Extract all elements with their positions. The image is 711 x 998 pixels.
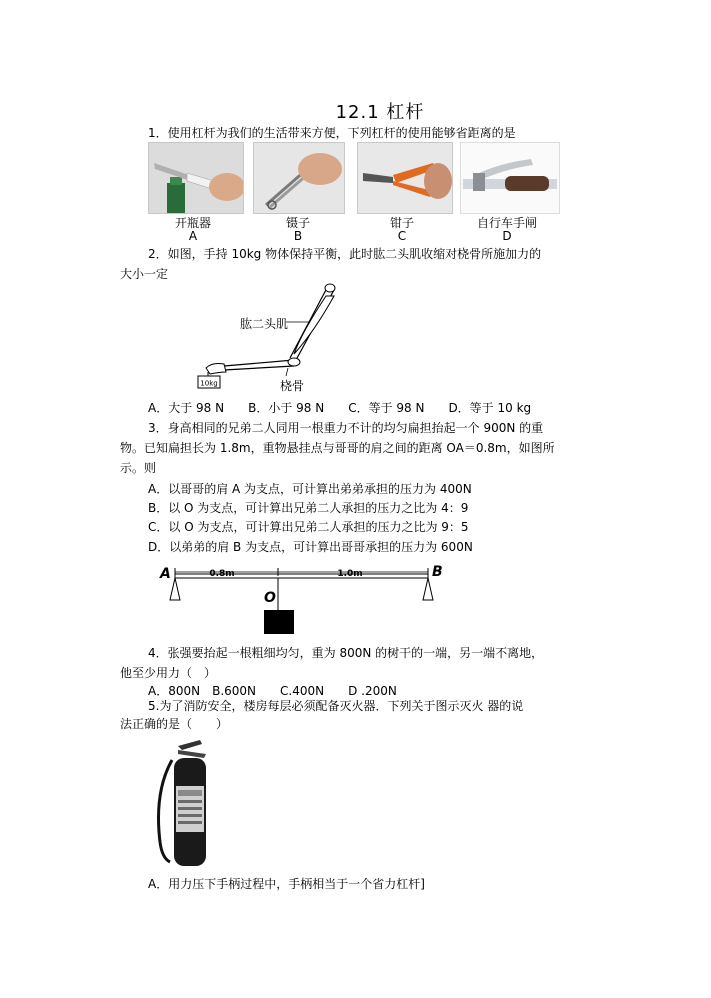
option-d-letter: D: [502, 229, 512, 243]
option-d-name: 自行车手闸: [476, 216, 537, 230]
q3-option-c: C．以 O 为支点，可计算出兄弟二人承担的压力之比为 9：5: [148, 520, 469, 534]
option-a-letter: A: [188, 229, 198, 243]
segment-oa-label: 0.8m: [209, 569, 235, 579]
pliers-image: [357, 142, 453, 214]
tweezers-image: [253, 142, 345, 214]
option-c-letter: C: [397, 229, 407, 243]
point-b-label: B: [432, 564, 443, 580]
point-o-label: O: [264, 590, 276, 606]
fire-extinguisher-image: [148, 732, 218, 870]
q3-stem-line2: 物。已知扁担长为 1.8m，重物悬挂点与哥哥的肩之间的距离 OA＝0.8m，如图所: [120, 441, 555, 455]
q5-stem-line1: 5.为了消防安全，楼房每层必须配备灭火器．下列关于图示灭火 器的说: [148, 699, 524, 713]
q4-stem-line2: 他至少用力（ ）: [120, 666, 217, 680]
q3-option-a: A．以哥哥的肩 A 为支点，可计算出弟弟承担的压力为 400N: [148, 482, 472, 496]
q4-stem-line1: 4．张强要抬起一根粗细均匀，重为 800N 的树干的一端，另一端不离地，: [148, 646, 544, 660]
q3-stem-line1: 3．身高相同的兄弟二人同用一根重力不计的均匀扁担抬起一个 900N 的重: [148, 421, 544, 435]
q5-option-a: A．用力压下手柄过程中，手柄相当于一个省力杠杆]: [148, 877, 425, 891]
option-a-name: 开瓶器: [174, 216, 211, 230]
option-b-name: 镊子: [285, 216, 310, 230]
page-title: 12.1 杠杆: [335, 102, 425, 123]
option-b-letter: B: [293, 229, 303, 243]
q2-options: A．大于 98 N B．小于 98 N C．等于 98 N D．等于 10 kg: [148, 401, 532, 415]
shoulder-pole-diagram: [150, 560, 450, 638]
arm-muscle-diagram: [190, 282, 350, 394]
q2-stem-line2: 大小一定: [120, 267, 169, 281]
point-a-label: A: [160, 566, 171, 582]
q2-stem-line1: 2．如图，手持 10kg 物体保持平衡，此时肱二头肌收缩对桡骨所施加力的: [148, 247, 542, 261]
q3-option-b: B．以 O 为支点，可计算出兄弟二人承担的压力之比为 4：9: [148, 501, 469, 515]
q3-stem-line3: 示。则: [120, 461, 157, 475]
bottle-opener-image: [148, 142, 244, 214]
option-c-name: 钳子: [389, 216, 414, 230]
bicycle-brake-image: [460, 142, 560, 214]
q1-stem: 1．使用杠杆为我们的生活带来方便，下列杠杆的使用能够省距离的是: [148, 126, 516, 140]
weight-label: 10kg: [200, 379, 218, 388]
segment-ob-label: 1.0m: [337, 569, 363, 579]
q3-option-d: D．以弟弟的肩 B 为支点，可计算出哥哥承担的压力为 600N: [148, 540, 473, 554]
q5-stem-line2: 法正确的是（ ）: [120, 717, 229, 731]
muscle-label: 肱二头肌: [240, 317, 289, 331]
q4-options: A．800N B.600N C.400N D .200N: [148, 684, 397, 698]
bone-label: 桡骨: [280, 379, 305, 393]
